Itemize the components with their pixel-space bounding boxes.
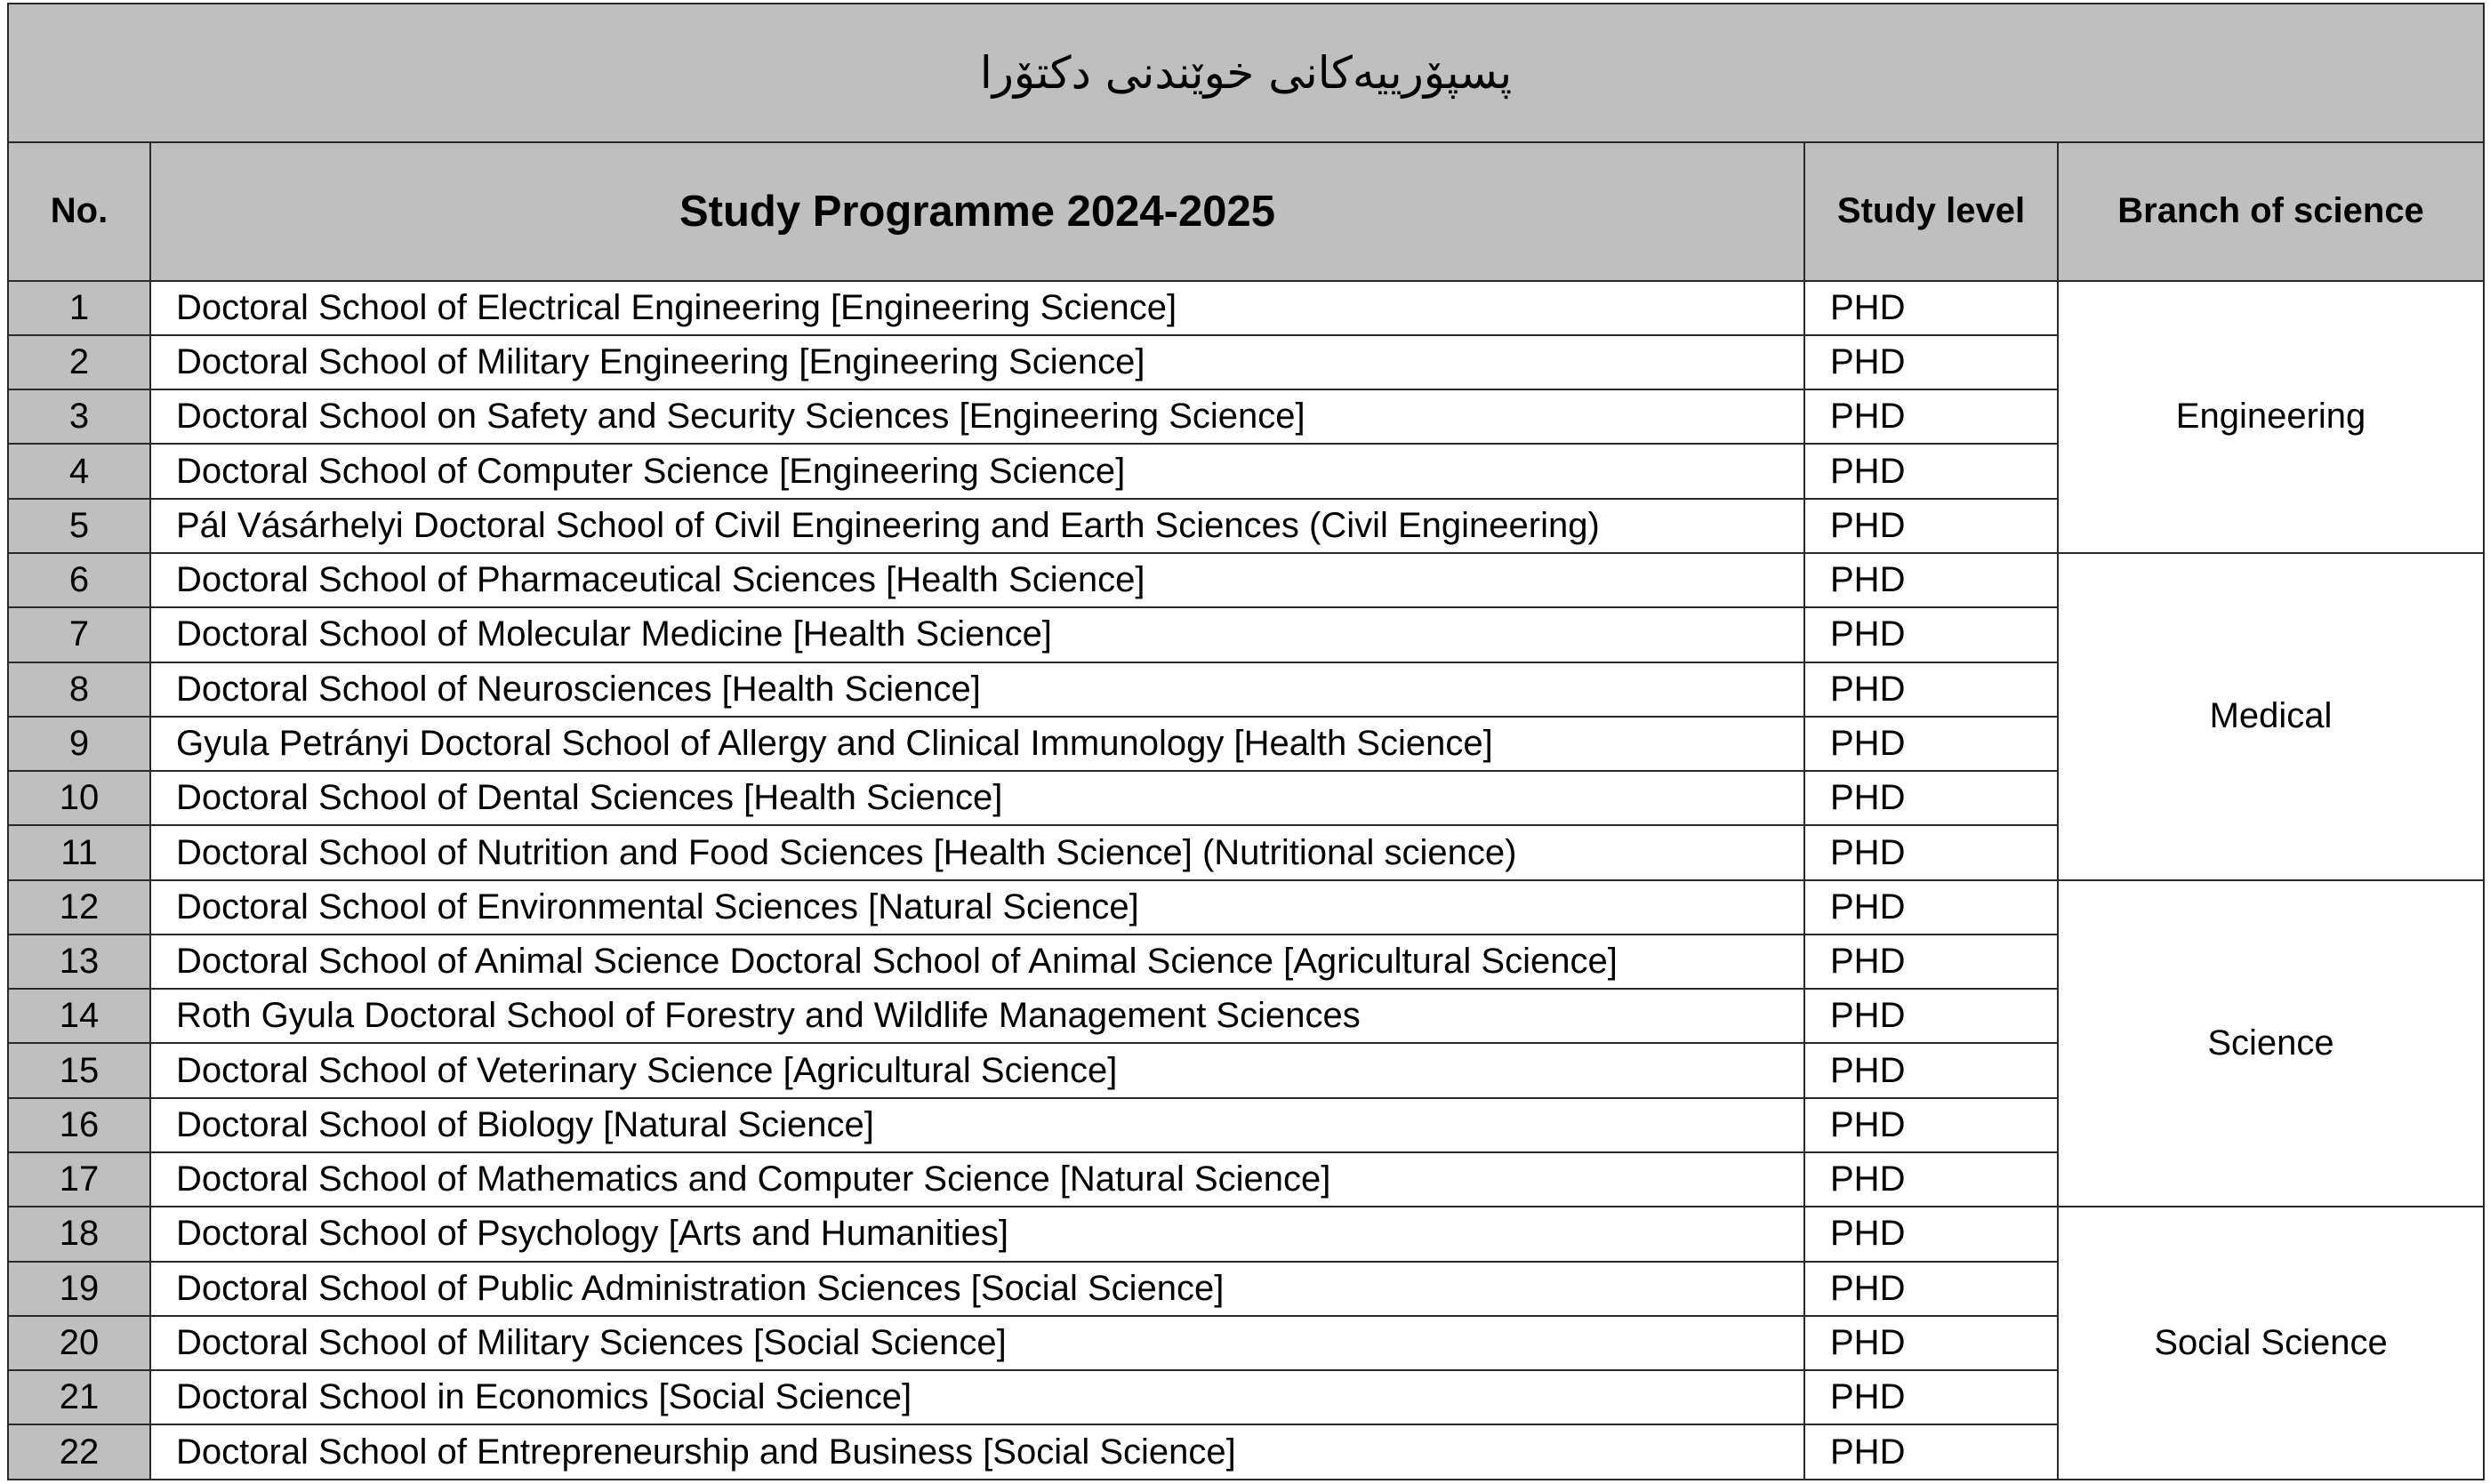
row-number: 1 xyxy=(8,281,150,335)
study-level: PHD xyxy=(1804,444,2058,498)
programme-name: Doctoral School of Pharmaceutical Sciences [Health Science] xyxy=(150,553,1804,607)
programme-name: Doctoral School of Biology [Natural Science] xyxy=(150,1098,1804,1152)
branch-engineering: Engineering xyxy=(2058,281,2484,553)
table-row xyxy=(8,880,2484,935)
study-level: PHD xyxy=(1804,935,2058,989)
row-number: 22 xyxy=(8,1424,150,1480)
row-number: 3 xyxy=(8,389,150,444)
programme-name: Pál Vásárhelyi Doctoral School of Civil Engineering and Earth Sciences (Civil Engineering) xyxy=(150,499,1804,553)
row-number: 19 xyxy=(8,1262,150,1316)
programme-name: Doctoral School of Neurosciences [Health Science] xyxy=(150,662,1804,717)
study-level: PHD xyxy=(1804,1316,2058,1370)
row-number: 16 xyxy=(8,1098,150,1152)
header-programme: Study Programme 2024-2025 xyxy=(150,142,1804,280)
study-level: PHD xyxy=(1804,1152,2058,1207)
row-number: 20 xyxy=(8,1316,150,1370)
study-level: PHD xyxy=(1804,499,2058,553)
study-level: PHD xyxy=(1804,717,2058,771)
row-number: 15 xyxy=(8,1043,150,1097)
row-number: 11 xyxy=(8,825,150,879)
study-level: PHD xyxy=(1804,989,2058,1043)
header-no: No. xyxy=(8,142,150,280)
study-level: PHD xyxy=(1804,880,2058,935)
study-level: PHD xyxy=(1804,825,2058,879)
programme-name: Gyula Petrányi Doctoral School of Allergy and Clinical Immunology [Health Science] xyxy=(150,717,1804,771)
row-number: 14 xyxy=(8,989,150,1043)
branch-science: Science xyxy=(2058,880,2484,1207)
study-level: PHD xyxy=(1804,1043,2058,1097)
table-title: پسپۆرییەکانی خوێندنی دکتۆرا xyxy=(8,4,2484,142)
row-number: 18 xyxy=(8,1207,150,1261)
header-branch: Branch of science xyxy=(2058,142,2484,280)
programme-name: Doctoral School of Nutrition and Food Sciences [Health Science] (Nutritional science) xyxy=(150,825,1804,879)
programme-name: Doctoral School of Veterinary Science [Agricultural Science] xyxy=(150,1043,1804,1097)
study-level: PHD xyxy=(1804,281,2058,335)
programme-name: Roth Gyula Doctoral School of Forestry and Wildlife Management Sciences xyxy=(150,989,1804,1043)
row-number: 4 xyxy=(8,444,150,498)
programme-name: Doctoral School of Military Sciences [Social Science] xyxy=(150,1316,1804,1370)
row-number: 6 xyxy=(8,553,150,607)
row-number: 21 xyxy=(8,1370,150,1424)
study-level: PHD xyxy=(1804,1098,2058,1152)
table-row xyxy=(8,281,2484,335)
branch-social-science: Social Science xyxy=(2058,1207,2484,1480)
programme-name: Doctoral School of Electrical Engineering [Engineering Science] xyxy=(150,281,1804,335)
row-number: 10 xyxy=(8,771,150,825)
table-row xyxy=(8,1207,2484,1261)
row-number: 8 xyxy=(8,662,150,717)
study-level: PHD xyxy=(1804,1370,2058,1424)
study-level: PHD xyxy=(1804,553,2058,607)
programme-name: Doctoral School of Computer Science [Engineering Science] xyxy=(150,444,1804,498)
programme-name: Doctoral School of Mathematics and Computer Science [Natural Science] xyxy=(150,1152,1804,1207)
study-level: PHD xyxy=(1804,1207,2058,1261)
branch-medical: Medical xyxy=(2058,553,2484,880)
study-level: PHD xyxy=(1804,1262,2058,1316)
programme-name: Doctoral School of Psychology [Arts and Humanities] xyxy=(150,1207,1804,1261)
row-number: 9 xyxy=(8,717,150,771)
study-level: PHD xyxy=(1804,662,2058,717)
row-number: 13 xyxy=(8,935,150,989)
header-level: Study level xyxy=(1804,142,2058,280)
programme-name: Doctoral School of Molecular Medicine [Health Science] xyxy=(150,607,1804,662)
table-row xyxy=(8,553,2484,607)
programme-name: Doctoral School of Military Engineering [Engineering Science] xyxy=(150,335,1804,389)
study-level: PHD xyxy=(1804,389,2058,444)
programme-name: Doctoral School in Economics [Social Science] xyxy=(150,1370,1804,1424)
row-number: 17 xyxy=(8,1152,150,1207)
programme-name: Doctoral School of Public Administration Sciences [Social Science] xyxy=(150,1262,1804,1316)
row-number: 2 xyxy=(8,335,150,389)
programme-name: Doctoral School of Environmental Sciences [Natural Science] xyxy=(150,880,1804,935)
programme-name: Doctoral School of Animal Science Doctoral School of Animal Science [Agricultural Science] xyxy=(150,935,1804,989)
study-level: PHD xyxy=(1804,607,2058,662)
programme-name: Doctoral School on Safety and Security Sciences [Engineering Science] xyxy=(150,389,1804,444)
row-number: 7 xyxy=(8,607,150,662)
programme-table xyxy=(7,3,2485,1480)
row-number: 12 xyxy=(8,880,150,935)
programme-name: Doctoral School of Entrepreneurship and Business [Social Science] xyxy=(150,1424,1804,1480)
study-level: PHD xyxy=(1804,1424,2058,1480)
programme-name: Doctoral School of Dental Sciences [Health Science] xyxy=(150,771,1804,825)
study-level: PHD xyxy=(1804,335,2058,389)
study-level: PHD xyxy=(1804,771,2058,825)
row-number: 5 xyxy=(8,499,150,553)
